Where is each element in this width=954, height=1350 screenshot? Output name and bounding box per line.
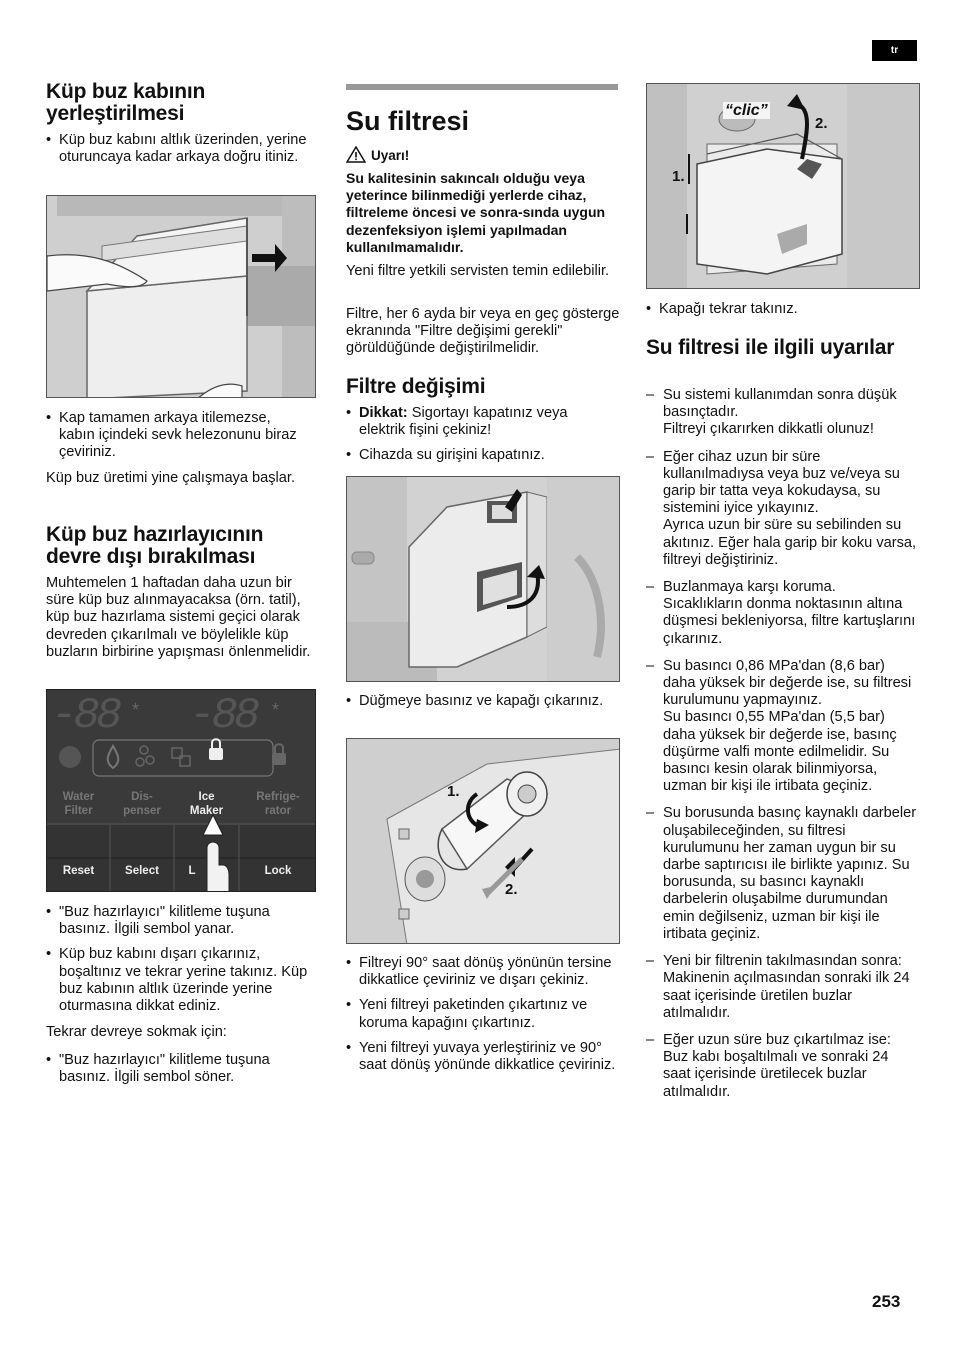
temperature-display-right: -88: [189, 691, 257, 741]
step-label-1: 1.: [672, 168, 685, 185]
step-label-2: 2.: [815, 115, 828, 132]
label-refrigerator: Refrige- rator: [256, 791, 300, 817]
list-item: • Küp buz kabını dışarı çıkarınız, boşaltınız ve tekrar yerine takınız. Küp buz kabının altlık üzerinde yerine oturmasına dikkat ediniz.: [46, 946, 308, 1015]
label-ice-maker: Ice Maker: [189, 791, 224, 817]
list-reactivate: [46, 1052, 308, 1086]
list-item: – Buzlanmaya karşı koruma. Sıcaklıkların donma noktasının altına düşmesi bekleniyorsa, filtre kartuşlarını çıkarınız.: [646, 579, 920, 648]
step-label-2: 2.: [505, 881, 518, 898]
heading-ice-tray-insert: Küp buz kabının yerleştirilmesi: [46, 80, 206, 125]
lock-ice-button[interactable]: L: [188, 865, 196, 877]
language-tag: tr: [872, 40, 917, 61]
list-reattach: [646, 301, 918, 318]
page-title: Su filtresi: [346, 106, 470, 136]
filter-cover-illustration: [346, 476, 620, 682]
svg-text:*: *: [132, 700, 140, 720]
cover-reattach-illustration: [646, 83, 920, 289]
list-item: • Filtreyi 90° saat dönüş yönünün tersine dikkatlice çeviriniz ve dışarı çekiniz.: [346, 955, 616, 989]
heading-deactivate-ice-maker: Küp buz hazırlayıcının devre dışı bırakılması: [46, 523, 264, 568]
caution-label: Dikkat:: [359, 405, 408, 421]
temperature-display-left: -88: [51, 691, 119, 741]
select-button[interactable]: Select: [125, 865, 159, 877]
control-panel-illustration: [46, 689, 316, 892]
list-ice-tray-insert: [46, 132, 308, 166]
reset-button[interactable]: Reset: [62, 865, 95, 877]
step-label-1: 1.: [447, 783, 460, 800]
paragraph-ice-resumes: Küp buz üretimi yine çalışmaya başlar.: [46, 470, 296, 486]
list-item: – Eğer cihaz uzun bir süre kullanılmadıysa veya buz ve/veya su garip bir tatta veya kokudaysa, su sistemini iyice yıkayınız. Ayrıca uzun bir süre su sebilinden su akıtınız. Eğer hala garip bir koku varsa, filtreyi değiştiriniz.: [646, 449, 920, 569]
label-water-filter: Water Filter: [62, 791, 95, 817]
svg-text:*: *: [272, 700, 280, 720]
list-filter-warnings: [646, 387, 920, 1101]
list-item: • Kapağı tekrar takınız.: [646, 301, 918, 318]
heading-filter-warnings: Su filtresi ile ilgili uyarılar: [646, 336, 895, 359]
list-item: – Eğer uzun süre buz çıkartılmaz ise: Buz kabı boşaltılmalı ve sonraki 24 saat içerisinde üretilecek buzlar atılmalıdır.: [646, 1032, 920, 1101]
list-item: • Küp buz kabını altlık üzerinden, yerine oturuncaya kadar arkaya doğru itiniz.: [46, 132, 308, 166]
list-push-back: [46, 410, 308, 462]
list-item: • "Buz hazırlayıcı" kilitleme tuşuna basınız. İlgili sembol yanar.: [46, 904, 308, 938]
list-item: – Su sistemi kullanımdan sonra düşük basınçtadır. Filtreyi çıkarırken dikkatli olunuz!: [646, 387, 920, 439]
warning-header: [346, 146, 618, 164]
list-item: – Yeni bir filtrenin takılmasından sonra: Makinenin açılmasından sonraki ilk 24 saat içerisinde üretilen buzlar atılmalıdır.: [646, 953, 920, 1022]
clic-label: “clic”: [725, 102, 768, 119]
list-filter-change: [346, 405, 616, 465]
label-dispenser: Dis- penser: [123, 791, 161, 817]
list-item: • Yeni filtreyi paketinden çıkartınız ve koruma kapağını çıkartınız.: [346, 997, 616, 1031]
list-item: • "Buz hazırlayıcı" kilitleme tuşuna basınız. İlgili sembol söner.: [46, 1052, 308, 1086]
paragraph-reactivate: Tekrar devreye sokmak için:: [46, 1024, 227, 1040]
section-rule: [346, 84, 618, 90]
list-item: – Su basıncı 0,86 MPa'dan (8,6 bar) daha yüksek bir değerde ise, su filtresi kurulumunu yapmayınız. Su basıncı 0,55 MPa'dan (5,5 bar) daha yüksek bir değerde ise, basınç düşürme valfi monte edilmelidir. Su basıncı kesin olarak bilinmiyorsa, uzman bir kişi ile irtibata geçiniz.: [646, 658, 920, 796]
list-item: – Su borusunda basınç kaynaklı darbeler oluşabileceğinden, su filtresi kurulumunu her zaman uygun bir su darbe saptırıcısı ile birlikte yapınız. Su borusunda, su basıncı kaynaklı darbelerin oluşabilme durumundan emin değilseniz, uzman bir kişi ile irtibata geçiniz.: [646, 805, 920, 943]
list-item: • Yeni filtreyi yuvaya yerleştiriniz ve 90° saat dönüş yönünde dikkatlice çeviriniz.: [346, 1040, 616, 1074]
list-item: [346, 405, 616, 439]
list-item: • Kap tamamen arkaya itilemezse, kabın içindeki sevk helezonunu biraz çeviriniz.: [46, 410, 308, 462]
warning-label: Uyarı!: [371, 148, 410, 163]
paragraph-new-filter: Yeni filtre yetkili servisten temin edilebilir.: [346, 263, 610, 279]
list-remove-cover: [346, 693, 616, 710]
list-item: • Cihazda su girişini kapatınız.: [346, 447, 616, 464]
filter-removal-illustration: [346, 738, 620, 944]
list-item: • Düğmeye basınız ve kapağı çıkarınız.: [346, 693, 616, 710]
warning-triangle-icon: [346, 146, 366, 163]
list-filter-replace: [346, 955, 616, 1074]
ice-tray-illustration: [46, 195, 316, 398]
paragraph-deactivate-info: Muhtemelen 1 haftadan daha uzun bir süre küp buz alınmayacaksa (örn. tatil), küp buz hazırlama sistemi geçici olarak devreden çıkarılmalı ve böylelikle küp buzların birbirine yapışması önlenmelidir.: [46, 575, 311, 660]
lock-button[interactable]: Lock: [264, 865, 292, 877]
paragraph-filter-interval: Filtre, her 6 ayda bir veya en geç gösterge ekranında "Filtre değişimi gerekli" görüldüğünde değiştirilmelidir.: [346, 306, 620, 357]
caution-text: Sigortayı kapatınız veya elektrik fişini çekiniz!: [359, 405, 568, 439]
heading-filter-change: Filtre değişimi: [346, 375, 486, 398]
page-number: 253: [872, 1292, 901, 1311]
list-lock-steps: [46, 904, 308, 1015]
warning-text: Su kalitesinin sakıncalı olduğu veya yeterince bilinmediği yerlerde cihaz, filtreleme öncesi ve sonra-sında uygun dezenfeksiyon işlemi yapılmadan kullanılmamalıdır.: [346, 170, 606, 255]
